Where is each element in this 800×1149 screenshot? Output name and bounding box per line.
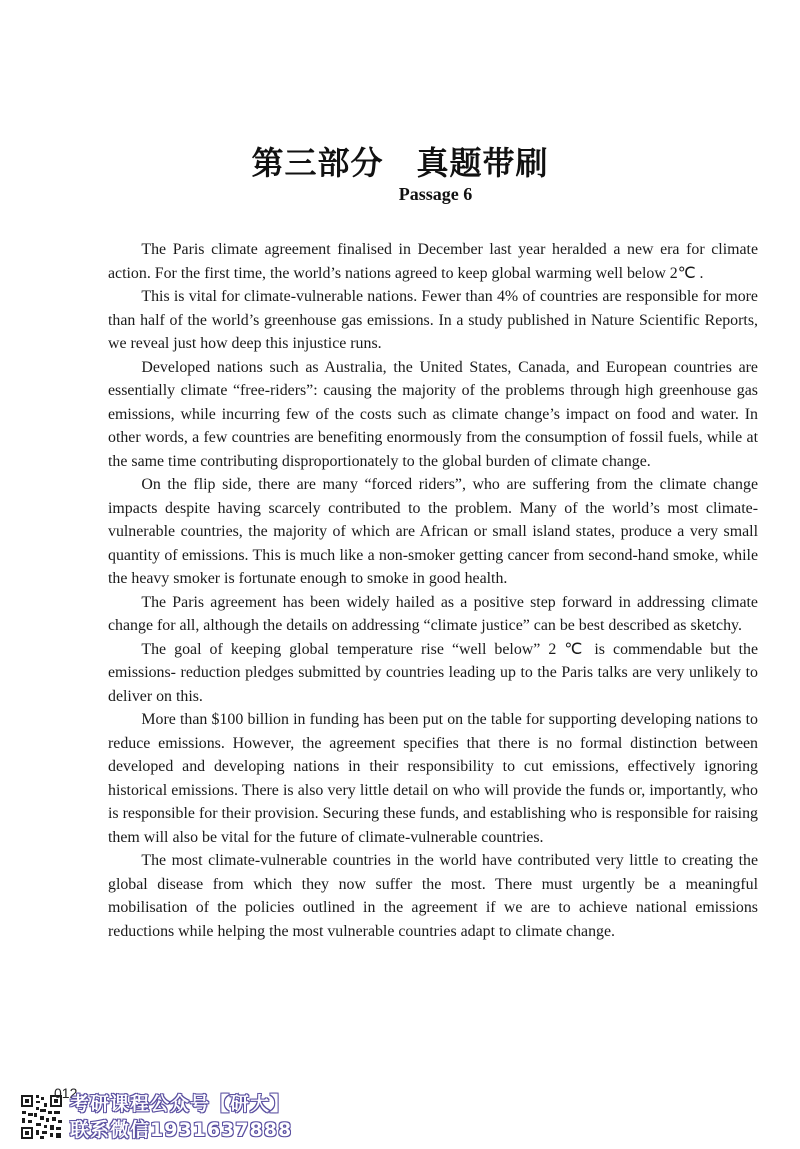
passage-title: Passage 6 [398,184,473,204]
paragraph-3: Developed nations such as Australia, the United States, Canada, and European countries are essentially climate “free-riders”: causing the majority of the problems through high greenhouse gas emissions, while incurring few of the costs such as climate change’s impact on food and water. In other words, a few countries are benefiting enormously from the consumption of fossil fuels, while at the same time contributing disproportionately to the global burden of climate change. [108,358,758,470]
paragraph-6: The goal of keeping global temperature rise “well below” 2 ℃ is commendable but the emissions- reduction pledges submitted by countries leading up to the Paris talks are very unlikely to deliver on this. [108,640,758,705]
page-footer [20,1085,320,1141]
watermark-line-2: 联系微信1931637888 [70,1119,293,1141]
passage-body [108,238,758,943]
paragraph-4: On the flip side, there are many “forced riders”, who are suffering from the climate change impacts despite having scarcely contributed to the problem. Many of the world’s most climate-vulnerable countries, the majority of which are African or small island states, produce a very small quantity of emissions. This is much like a non-smoker getting cancer from second-hand smoke, while the heavy smoker is fortunate enough to smoke in good health. [108,476,758,587]
paragraph-1: The Paris climate agreement finalised in December last year heralded a new era for climate action. For the first time, the world’s nations agreed to keep global warming well below 2℃ . [108,241,758,282]
paragraph-7: More than $100 billion in funding has been put on the table for supporting developing nations to reduce emissions. However, the agreement specifies that there is no formal distinction between developed and developing nations in their responsibility to cut emissions, effectively ignoring historical emissions. There is also very little detail on who will provide the funds or, importantly, who is responsible for their provision. Securing these funds, and establishing who is responsible for raising them will also be vital for the future of climate-vulnerable countries. [108,711,758,846]
paragraph-5: The Paris agreement has been widely hailed as a positive step forward in addressing climate change for all, although the details on addressing “climate justice” can be best described as sketchy. [108,593,758,634]
paragraph-2: This is vital for climate-vulnerable nations. Fewer than 4% of countries are responsible for more than half of the world’s greenhouse gas emissions. In a study published in Nature Scientific Reports, we reveal just how deep this injustice runs. [108,288,758,352]
watermark-line-1: 考研课程公众号【研大】 [70,1093,291,1115]
paragraph-8: The most climate-vulnerable countries in the world have contributed very little to creating the global disease from which they now suffer the most. There must urgently be a meaningful mobilisation of the policies outlined in the agreement if we are to achieve national emissions reductions while helping the most vulnerable countries adapt to climate change. [108,852,758,940]
section-heading: 第三部分 真题带刷 [251,144,549,182]
page-number: 012 [54,1085,78,1101]
